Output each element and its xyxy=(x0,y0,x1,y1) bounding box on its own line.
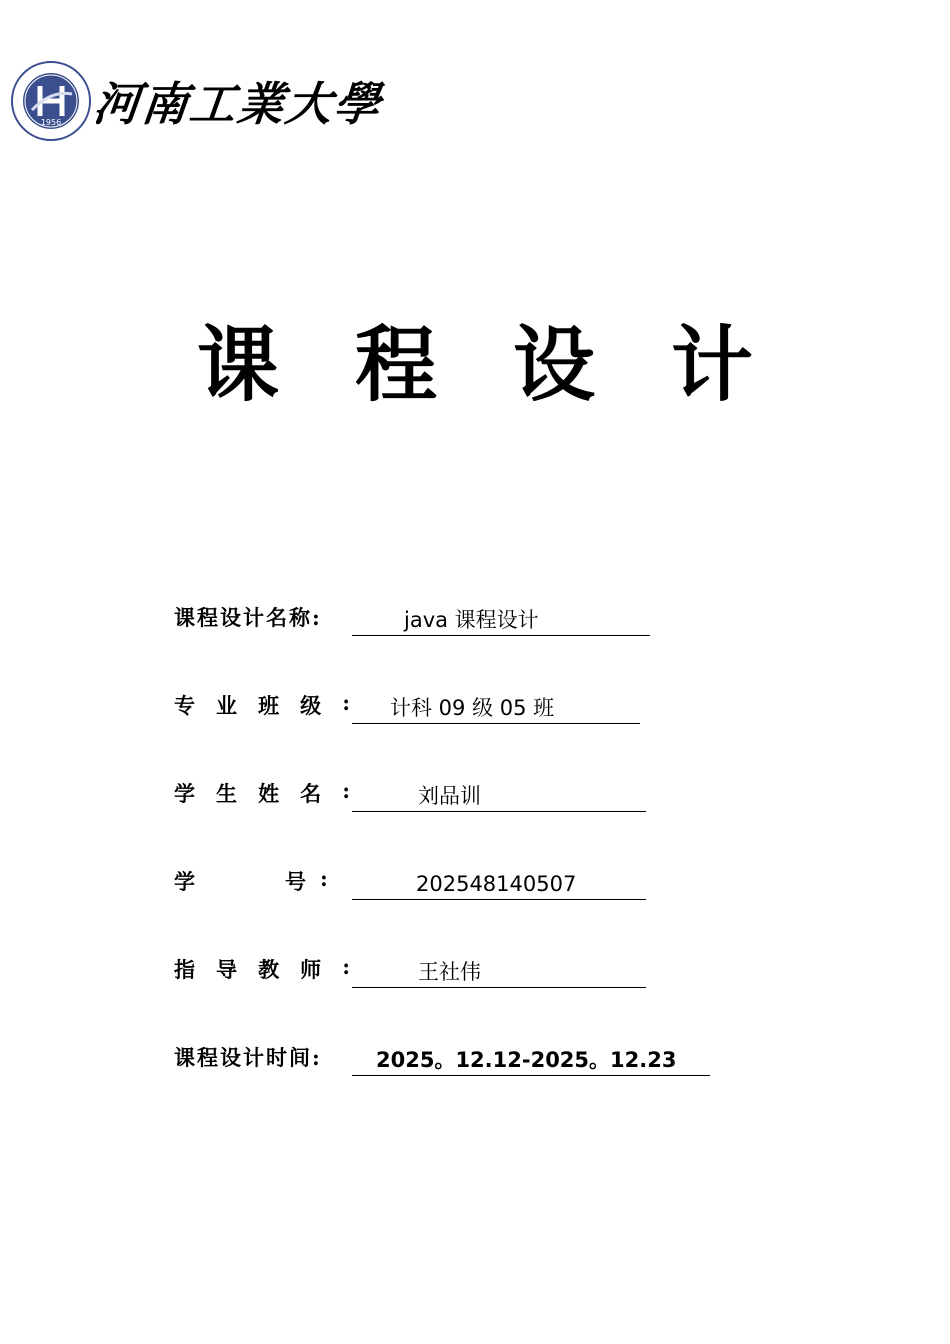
field-value: 2025。12.12-2025。12.23 xyxy=(352,1046,710,1076)
field-label: 学 生 姓 名 : xyxy=(174,778,350,806)
title-char: 计 xyxy=(671,317,754,413)
title-char: 课 xyxy=(197,317,280,413)
page-title xyxy=(0,300,950,413)
field-student-name xyxy=(174,778,646,812)
field-advisor xyxy=(174,954,646,988)
title-char: 设 xyxy=(513,317,596,413)
field-course-time xyxy=(174,1042,710,1076)
field-value: java 课程设计 xyxy=(352,606,650,636)
field-value: 刘品训 xyxy=(352,782,646,812)
field-value: 王社伟 xyxy=(352,958,646,988)
university-name: 河南工業大學 xyxy=(90,77,385,131)
university-header xyxy=(10,58,385,144)
field-value: 计科 09 级 05 班 xyxy=(352,694,640,724)
field-course-name xyxy=(174,602,650,636)
field-value: 202548140507 xyxy=(352,870,646,900)
field-label: 课程设计时间: xyxy=(174,1045,322,1070)
field-student-id xyxy=(174,866,646,900)
field-label: 课程设计名称: xyxy=(174,605,322,630)
svg-text:1956: 1956 xyxy=(40,118,62,127)
field-label: 指 导 教 师 : xyxy=(174,954,350,982)
field-label: 专 业 班 级 : xyxy=(174,690,350,718)
university-seal-icon xyxy=(10,60,92,142)
field-label: 学 号 : xyxy=(174,866,328,894)
title-char: 程 xyxy=(355,317,438,413)
field-major-class xyxy=(174,690,640,724)
